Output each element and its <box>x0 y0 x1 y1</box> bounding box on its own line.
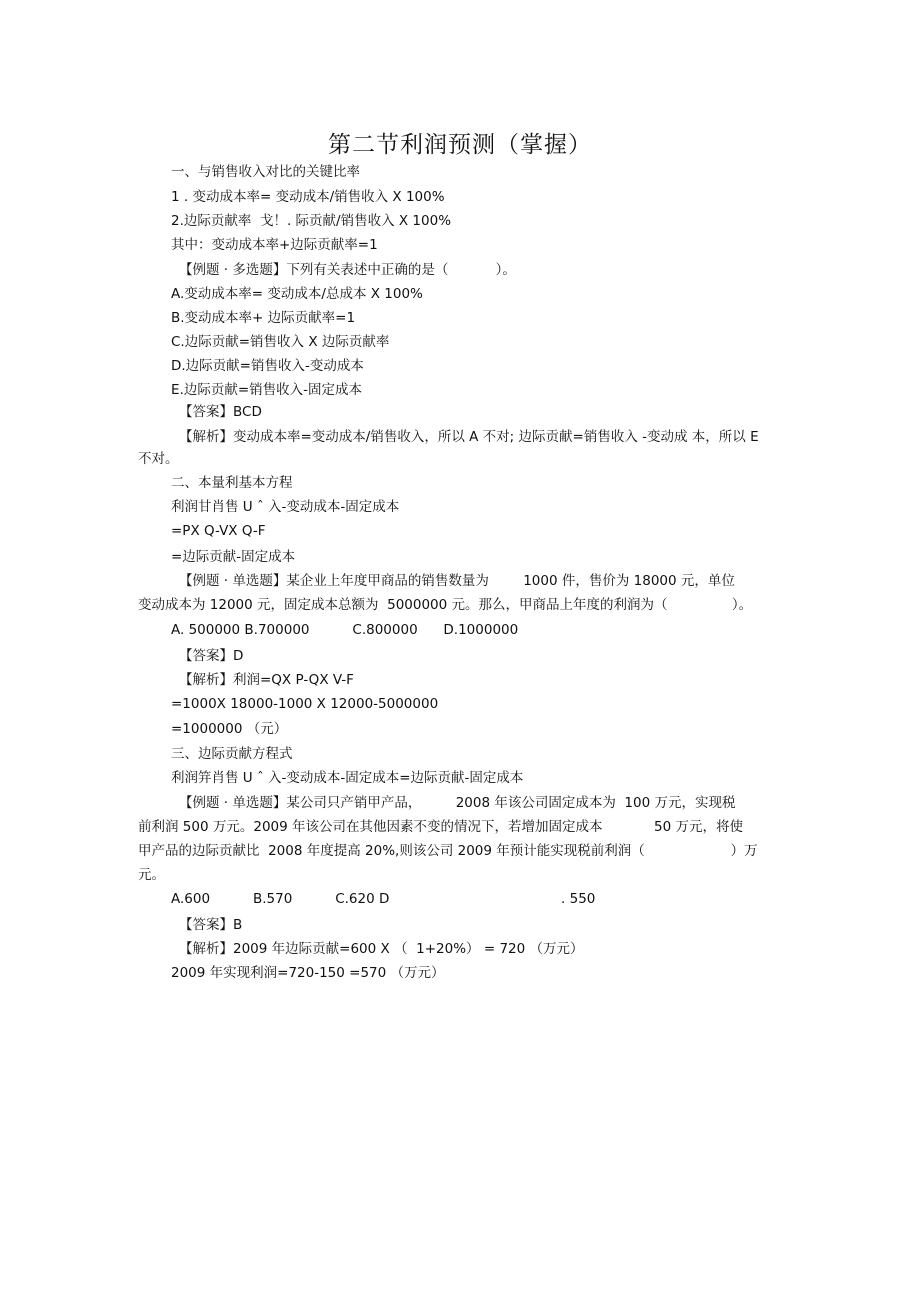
example-2-analysis-line-2: =1000X 18000-1000 X 12000-5000000 <box>171 696 439 712</box>
example-1-option-c: C.边际贡献=销售收入 X 边际贡献率 <box>171 334 390 350</box>
example-3-options: A.600 B.570 C.620 D . 550 <box>171 891 596 907</box>
example-2-analysis-line-1: 【解析】利润=QX P-QX V-F <box>179 672 354 688</box>
example-1-analysis-line-2: 不对。 <box>138 451 179 467</box>
example-3-question-line-4: 元。 <box>138 867 165 883</box>
example-3-analysis-line-2: 2009 年实现利润=720-150 =570 （万元） <box>171 965 445 981</box>
section-2-heading: 二、本量利基本方程 <box>171 475 293 491</box>
example-2-analysis-line-3: =1000000 （元） <box>171 721 288 737</box>
example-2-question-line-2: 变动成本为 12000 元，固定成本总额为 5000000 元。那么，甲商品上年度的利润为（ ）。 <box>138 597 753 613</box>
example-3-question-line-1: 【例题 · 单选题】某公司只产销甲产品， 2008 年该公司固定成本为 100 万元，实现税 <box>179 795 736 811</box>
example-2-question-line-1: 【例题 · 单选题】某企业上年度甲商品的销售数量为 1000 件，售价为 18000 元，单位 <box>179 573 735 589</box>
profit-equation-line-3: =边际贡献-固定成本 <box>171 549 296 565</box>
formula-contribution-margin-rate: 2.边际贡献率 戈！. 际贡献/销售收入 X 100% <box>171 213 452 229</box>
example-1-option-b: B.变动成本率+ 边际贡献率=1 <box>171 310 356 326</box>
example-1-analysis-line-1: 【解析】变动成本率=变动成本/销售收入，所以 A 不对; 边际贡献=销售收入 -变动成 本，所以 E <box>179 429 759 445</box>
contribution-equation: 利润笄肖售 U ˆ 入-变动成本-固定成本=边际贡献-固定成本 <box>171 770 524 786</box>
example-3-question-line-2: 前利润 500 万元。2009 年该公司在其他因素不变的情况下，若增加固定成本 50 万元，将使 <box>138 819 743 835</box>
formula-rate-sum: 其中：变动成本率+边际贡献率=1 <box>171 237 378 253</box>
example-3-analysis-line-1: 【解析】2009 年边际贡献=600 X （ 1+20%） = 720 （万元） <box>179 941 584 957</box>
example-1-question: 【例题 · 多选题】下列有关表述中正确的是（ ）。 <box>179 262 516 278</box>
profit-equation-line-1: 利润甘肖售 U ˆ 入-变动成本-固定成本 <box>171 499 400 515</box>
page-title: 第二节利润预测（掌握） <box>328 132 592 158</box>
formula-variable-cost-rate: 1 . 变动成本率= 变动成本/销售收入 X 100% <box>171 189 445 205</box>
example-3-answer: 【答案】B <box>179 917 243 933</box>
example-3-question-line-3: 甲产品的边际贡献比 2008 年度提高 20%,则该公司 2009 年预计能实现税前利润（ ）万 <box>138 843 758 859</box>
example-1-option-e: E.边际贡献=销售收入-固定成本 <box>171 382 363 398</box>
example-2-answer: 【答案】D <box>179 648 244 664</box>
example-1-answer: 【答案】BCD <box>179 404 262 420</box>
profit-equation-line-2: =PX Q-VX Q-F <box>171 523 266 539</box>
section-3-heading: 三、边际贡献方程式 <box>171 746 293 762</box>
example-1-option-a: A.变动成本率= 变动成本/总成本 X 100% <box>171 286 423 302</box>
example-2-options: A. 500000 B.700000 C.800000 D.1000000 <box>171 622 519 638</box>
example-1-option-d: D.边际贡献=销售收入-变动成本 <box>171 358 364 374</box>
section-1-heading: 一、与销售收入对比的关键比率 <box>171 164 360 180</box>
